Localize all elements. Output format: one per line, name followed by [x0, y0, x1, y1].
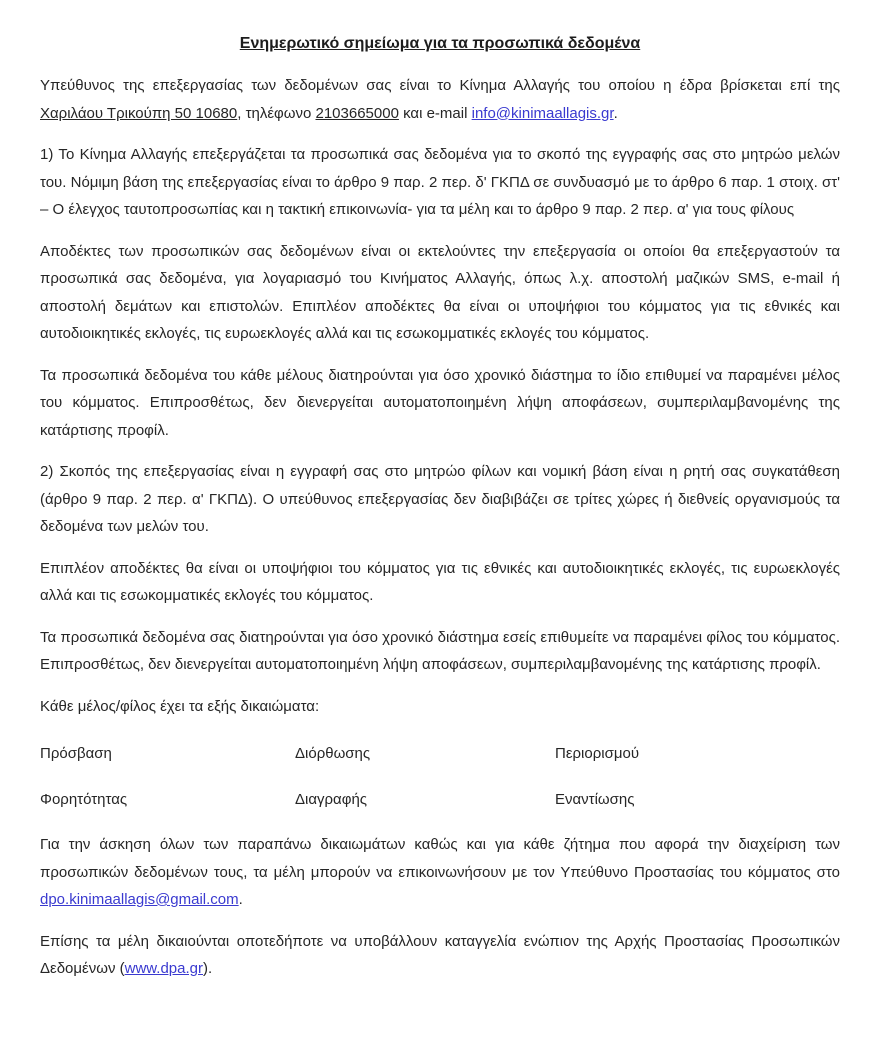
paragraph-members-purpose: 1) Το Κίνημα Αλλαγής επεξεργάζεται τα προσωπικά σας δεδομένα για το σκοπό της εγγραφής σας στο μητρώο μελών του. Νόμιμη βάση της επεξεργασίας είναι το άρθρο 9 παρ. 2 περ. δ' ΓΚΠΔ σε συνδυασμό με το άρθρο 6 παρ. 1 στοιχ. στ' – Ο έλεγχος ταυτοπροσωπίας και η τακτική επικοινωνία- για τα μέλη και το άρθρο 9 παρ. 2 περ. α' για τους φίλους [40, 146, 840, 218]
dpo-contact-text: Για την άσκηση όλων των παραπάνω δικαιωμάτων καθώς και για κάθε ζήτημα που αφορά την διαχείριση των προσωπικών δεδομένων τους, τα μέλη μπορούν να επικοινωνήσουν με τον Υπεύθυνο Προστασίας του κόμματος στο [40, 836, 840, 881]
complaint-text-after: ). [202, 960, 213, 977]
complaint-text: Επίσης τα μέλη δικαιούνται οποτεδήποτε να υποβάλλουν καταγγελία ενώπιον της Αρχής Προστασίας Προσωπικών Δεδομένων ( [40, 932, 840, 977]
paragraph-members-retention: Τα προσωπικά δεδομένα του κάθε μέλους διατηρούνται για όσο χρονικό διάστημα το ίδιο επιθυμεί να παραμένει μέλος του κόμματος. Επιπροσθέτως, δεν διενεργείται αυτοματοποιημένη λήψη αποφάσεων, συμπεριλαμβανομένης της κατάρτισης προφίλ. [40, 366, 840, 439]
party-email-link[interactable]: info@kinimaallagis.gr [471, 104, 614, 122]
controller-address: Χαριλάου Τρικούπη 50 10680 [40, 104, 238, 122]
rights-row-2 [40, 786, 840, 814]
dpa-website-link[interactable]: www.dpa.gr [124, 960, 203, 977]
rights-row-1 [40, 740, 840, 768]
rights-heading: Κάθε μέλος/φίλος έχει τα εξής δικαιώματα: [40, 697, 320, 715]
dpo-contact-text-after: . [238, 891, 243, 908]
dpo-email-link[interactable]: dpo.kinimaallagis@gmail.com [40, 891, 239, 908]
intro-text-between-address-phone: , τηλέφωνο [237, 104, 316, 122]
right-access: Πρόσβαση [40, 745, 112, 762]
intro-text-between-phone-email: και e-mail [398, 104, 472, 122]
intro-paragraph [40, 72, 840, 127]
right-restriction: Περιορισμού [555, 745, 640, 762]
controller-phone: 2103665000 [315, 104, 399, 122]
paragraph-friends-retention: Τα προσωπικά δεδομένα σας διατηρούνται για όσο χρονικό διάστημα εσείς επιθυμείτε να παραμένει φίλος του κόμματος. Επιπροσθέτως, δεν διενεργείται αυτοματοποιημένη λήψη αποφάσεων, συμπεριλαμβανομένης της κατάρτισης προφίλ. [40, 628, 840, 673]
paragraph-recipients: Αποδέκτες των προσωπικών σας δεδομένων είναι οι εκτελούντες την επεξεργασία οι οποίοι θα επεξεργαστούν τα προσωπικά σας δεδομένα, για λογαριασμό του Κινήματος Αλλαγής, όπως λ.χ. αποστολή μαζικών SMS, e-mail ή αποστολή δεμάτων και επιστολών. Επιπλέον αποδέκτες θα είναι οι υποψήφιοι του κόμματος για τις εθνικές και αυτοδιοικητικές εκλογές, τις ευρωεκλογές αλλά και τις εσωκομματικές εκλογές του κόμματος. [40, 242, 840, 342]
dpo-contact-paragraph [40, 831, 840, 914]
paragraph-friends-purpose: 2) Σκοπός της επεξεργασίας είναι η εγγραφή σας στο μητρώο φίλων και νομική βάση είναι η ρητή σας συγκατάθεση (άρθρο 9 παρ. 2 περ. α' ΓΚΠΔ). Ο υπεύθυνος επεξεργασίας δεν διαβιβάζει σε τρίτες χώρες ή διεθνείς οργανισμούς τα δεδομένα των μελών του. [40, 463, 840, 535]
right-objection: Εναντίωσης [555, 790, 635, 808]
intro-text-after-email: . [613, 104, 618, 122]
intro-text-before-address: Υπεύθυνος της επεξεργασίας των δεδομένων σας είναι το Κίνημα Αλλαγής του οποίου η έδρα βρίσκεται επί της [40, 77, 840, 94]
complaint-paragraph [40, 928, 840, 983]
right-rectification: Διόρθωσης [295, 745, 371, 762]
right-erasure: Διαγραφής [295, 790, 368, 808]
paragraph-additional-recipients: Επιπλέον αποδέκτες θα είναι οι υποψήφιοι του κόμματος για τις εθνικές και αυτοδιοικητικές εκλογές, τις ευρωεκλογές αλλά και τις εσωκομματικές εκλογές του κόμματος. [40, 559, 840, 604]
page-title: Ενημερωτικό σημείωμα για τα προσωπικά δεδομένα [239, 35, 641, 52]
right-portability: Φορητότητας [40, 790, 128, 808]
